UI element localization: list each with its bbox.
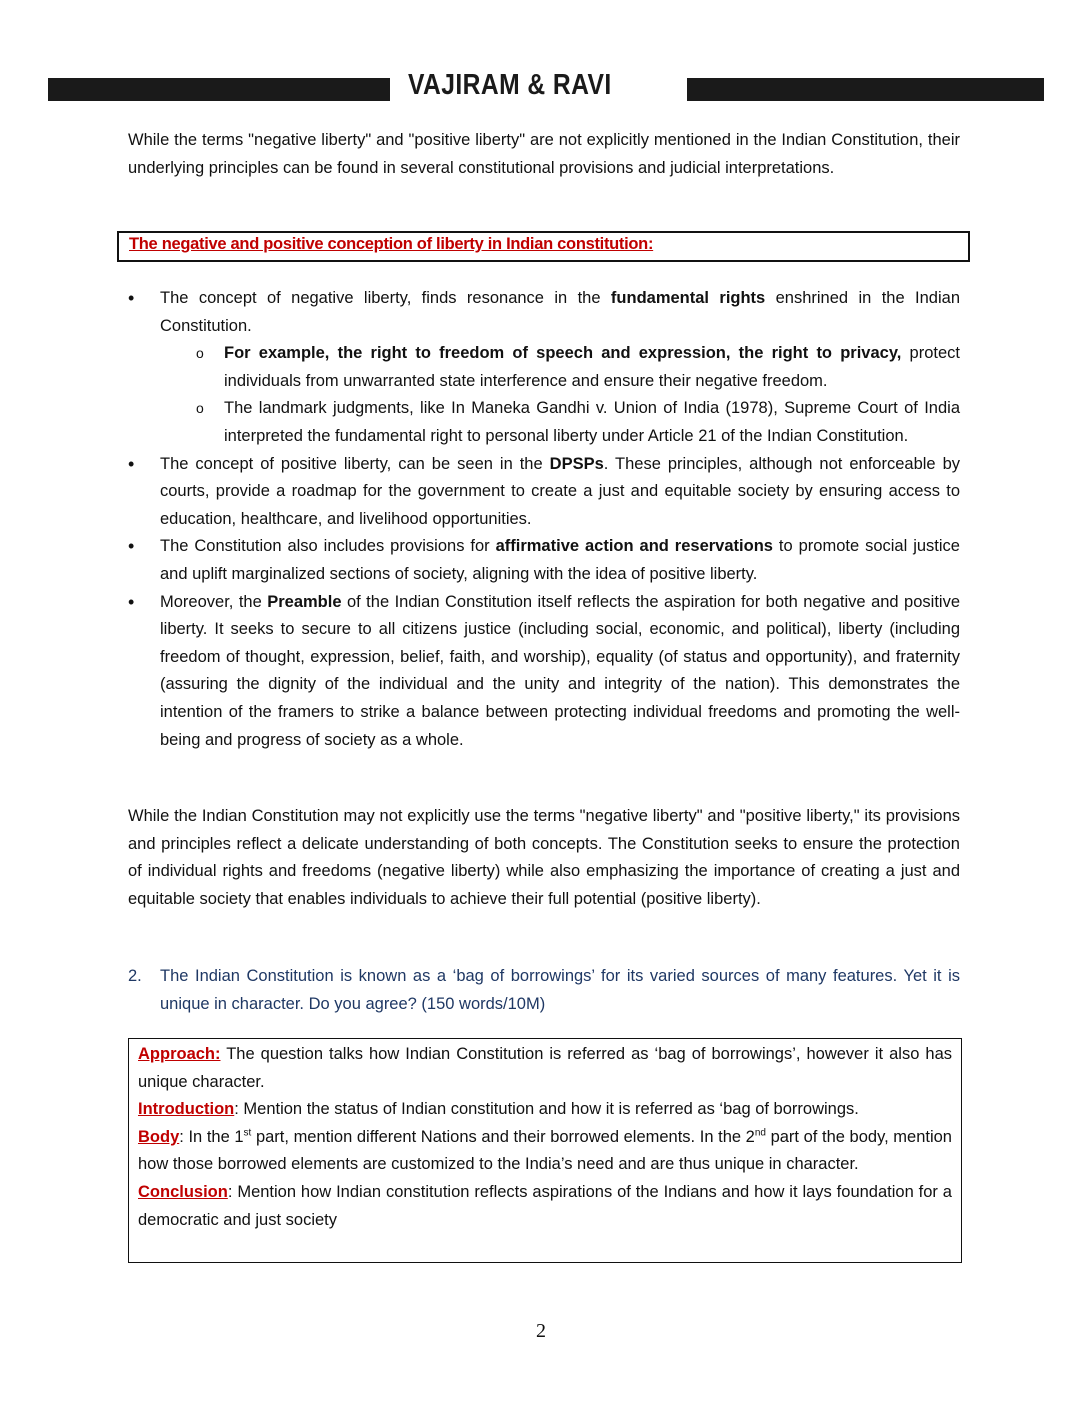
introduction-label: Introduction [138,1100,235,1119]
bullet-text: Moreover, the [160,592,268,611]
approach-label: Approach: [138,1045,221,1063]
introduction-row [138,1096,952,1124]
bullet-item [128,451,960,534]
intro-paragraph-block [128,127,960,182]
brand-title: VAJIRAM & RAVI [408,69,612,101]
sub-bullet-item [160,395,960,450]
body-label: Body [138,1127,180,1146]
sub-bullet-text: The landmark judgments, like In Maneka Gandhi v. Union of India (1978), Supreme Court of India interpreted the fundamental right to personal liberty under Article 21 of the Indian Constitution. [224,399,960,445]
body-text: : In the 1 [179,1127,244,1146]
bullet-text: enshrined in the Indian Constitution. [160,289,960,335]
sub-bullet-item [160,340,960,395]
bullet-bold: Preamble [267,592,342,611]
bullet-item [128,533,960,588]
bullet-bold: DPSPs [549,454,604,473]
bullet-text: to promote social justice and uplift marginalized sections of society, aligning with the idea of positive liberty. [160,537,960,583]
question [128,963,960,1018]
bullet-text: The Constitution also includes provisions for [160,537,496,556]
conclusion-label: Conclusion [138,1182,228,1201]
body-text: part of the body, mention how those borrowed elements are customized to the India’s need and are thus unique in character. [138,1127,952,1174]
body-text: part, mention different Nations and their borrowed elements. In the 2 [251,1127,755,1146]
page-header [48,69,1044,101]
approach-box [128,1038,962,1263]
bullet-text: . These principles, although not enforceable by courts, provide a roadmap for the government to create a just and equitable society by ensuring access to education, healthcare, and livelihood opportunities. [160,454,960,528]
question-number: 2. [128,967,142,985]
body-sup: nd [754,1127,766,1139]
bullet-bold: fundamental rights [610,289,766,307]
question-block [128,963,960,1018]
header-bar-right [687,78,1044,101]
approach-text: The question talks how Indian Constitution is referred as ‘bag of borrowings’, however it also has unique character. [138,1045,952,1091]
bullet-bold: affirmative action and reservations [495,537,773,556]
bullet-text: The concept of negative liberty, finds resonance in the [160,289,611,307]
bullet-item [128,285,960,451]
approach-row [138,1041,952,1096]
body-sup: st [243,1127,252,1139]
conclusion-block [128,803,960,913]
section-heading-box [117,231,970,262]
bullet-text: The concept of positive liberty, can be seen in the [160,454,550,473]
bullet-item [128,589,960,755]
bullet-list-block [128,285,960,754]
section-heading: The negative and positive conception of liberty in Indian constitution: [129,235,654,253]
intro-paragraph: While the terms "negative liberty" and "positive liberty" are not explicitly mentioned in the Indian Constitution, their underlying principles can be found in several constitutional provisions and judicial interpretations. [128,131,960,177]
bullet-list [128,285,960,754]
approach-content [138,1041,952,1234]
conclusion-row [138,1179,952,1234]
sub-bullet-bold: For example, the right to freedom of speech and expression, the right to privacy, [224,344,902,363]
page-number: 2 [536,1320,546,1342]
introduction-text: : Mention the status of Indian constitution and how it is referred as ‘bag of borrowings. [234,1100,859,1119]
sub-bullet-text: protect individuals from unwarranted state interference and ensure their negative freedom. [224,344,960,390]
question-text: The Indian Constitution is known as a ‘bag of borrowings’ for its varied sources of many features. Yet it is unique in character. Do you agree? (150 words/10M) [160,967,960,1013]
conclusion-paragraph: While the Indian Constitution may not explicitly use the terms "negative liberty" and "positive liberty," its provisions and principles reflect a delicate understanding of both concepts. The Constitution seeks to ensure the protection of individual rights and freedoms (negative liberty) while also emphasizing the importance of creating a just and equitable society that enables individuals to achieve their full potential (positive liberty). [128,807,960,908]
header-bar-left [48,78,390,101]
circle-marker-icon: o [196,345,204,362]
circle-marker-icon: o [196,400,204,417]
body-row [138,1124,952,1179]
conclusion-text: : Mention how Indian constitution reflects aspirations of the Indians and how it lays foundation for a democratic and just society [138,1182,952,1229]
bullet-text: of the Indian Constitution itself reflects the aspiration for both negative and positive liberty. It seeks to secure to all citizens justice (including social, economic, and political), liberty (including freedom of thought, expression, belief, faith, and worship), equality (of status and opportunity), and fraternity (assuring the dignity of the individual and the unity and integrity of the nation). This demonstrates the intention of the framers to strike a balance between protecting individual freedoms and promoting the well-being and progress of society as a whole. [160,592,960,749]
sub-bullet-list [160,340,960,450]
